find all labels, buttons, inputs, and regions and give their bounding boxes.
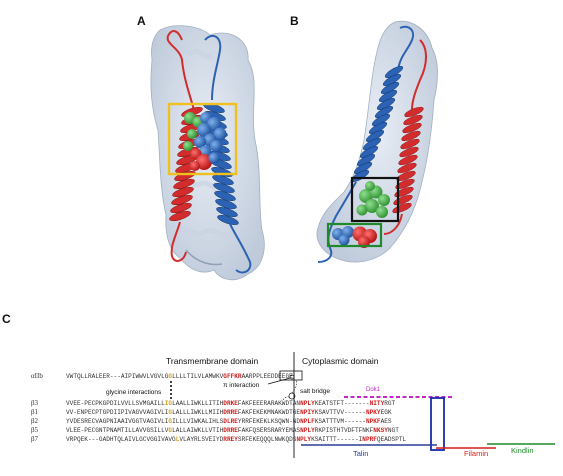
sequence-text: VLEE-PECGNTPNAMTILLAVVGSILLVGLALLAIWKLLVTIHDRREFAKFQSERSRARYEMASNPLYRKPISTHTVDFTFNKFNKSYNGT	[66, 427, 399, 434]
talin-label: Talin	[353, 449, 369, 458]
sequence-label: β2	[31, 417, 39, 425]
filamin-site-box	[431, 398, 444, 450]
panel-c-label: C	[2, 312, 11, 326]
sequence-label: αIIb	[31, 372, 43, 380]
cytoplasmic-domain-label: Cytoplasmic domain	[302, 356, 379, 366]
sequence-row	[31, 372, 293, 380]
panel-b-label: B	[290, 14, 299, 28]
glycine-interactions-label: glycine interactions	[106, 389, 162, 396]
transmembrane-domain-label: Transmembrane domain	[166, 356, 259, 366]
dok1-label: Dok1	[366, 387, 381, 393]
panel-b-structure	[317, 21, 438, 262]
sequence-row	[31, 426, 399, 434]
filamin-label: Filamin	[464, 449, 489, 458]
sequence-text: VVEE-PECPKGPDILVVLLSVMGAILLIGLAALLIWKLLITIHDRKEFAKFEEERARAKWDTANNPLYKEATSTFT-------NITYRGT	[66, 400, 396, 407]
sequence-label: β3	[31, 399, 39, 407]
panel-a-structure	[151, 26, 264, 280]
sequence-alignment	[31, 372, 407, 443]
panel-a-label: A	[137, 14, 146, 28]
pi-interaction-label: π interaction	[223, 382, 260, 389]
sequence-row	[31, 408, 392, 416]
sequence-row	[31, 435, 407, 443]
sequence-text: VWTQLLRALEER---AIPIWWVLVGVLGGLLLLTILVLAMWKVGFFKRAARPPLEEDDEEGE	[66, 373, 293, 380]
sequence-row	[31, 399, 396, 407]
sequence-label: β7	[31, 435, 39, 443]
salt-bridge-label: salt bridge	[300, 388, 330, 395]
kindlin-label: Kindlin	[511, 446, 534, 455]
sequence-label: β5	[31, 426, 39, 434]
sequence-label: β1	[31, 408, 39, 416]
sequence-row	[31, 417, 392, 425]
sequence-text: VV-ENPECPTGPDIIPIVAGVVAGIVLIGLALLLIWKLLMIIHDRREFAKFEKEKMNAKWDTGENPIYKSAVTTVV------NPKYEGK	[66, 409, 392, 416]
sequence-text: VRPQEK---GADHTQLAIVLGCVGGIVAVGLVLAYRLSVEIYDRREYSRFEKEQQQLNWKQDSNPLYKSAITTT------INPRFQEADSPTL	[66, 436, 407, 443]
sequence-text: YVDESRECVAGPNIAAIVGGTVAGIVLIGILLLVIWKALIHLSDLREYRRFEKEKLKSQWN-NDNPLFKSATTTVM------NPKFAES	[66, 418, 392, 425]
